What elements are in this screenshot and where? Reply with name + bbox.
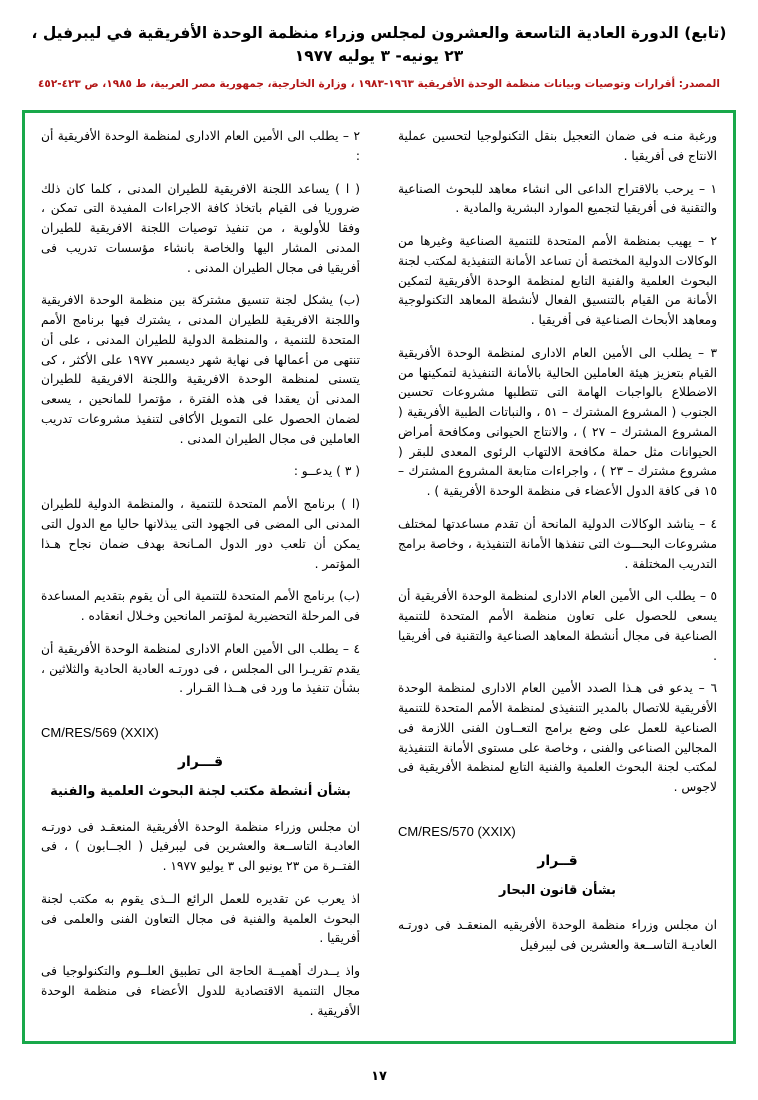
paragraph: ٢ – يهيب بمنظمة الأمم المتحدة للتنمية الصناعية وغيرها من الوكالات الدولية المختصة أن تساعد الأمانة التنفيذية لمكتب لجنة البحوث العلمية والفنية التابع لمنظمة الوحدة الأفريقية لتمكين الأمانة من القيام بالتنسيق الفعال لأنشطة المعاهد التكنولوجية ومعاهد الأبحاث الصناعية فى أفريقيا . [398, 234, 717, 328]
paragraph: ٤ – يطلب الى الأمين العام الادارى لمنظمة الوحدة الأفريقية أن يقدم تقريـرا الى المجلس ، فى دورتـه العادية الحادية والثلاثين ، بشأن تنفيذ ما ورد فى هــذا القـرار . [41, 641, 360, 696]
resolution-heading: قـــرار [177, 754, 224, 771]
page-title: (تابع) الدورة العادية التاسعة والعشرون لمجلس وزراء منظمة الوحدة الأفريقية في ليبرفيل ، ٢٣ يونيه- ٣ يوليه ١٩٧٧ [31, 24, 727, 66]
paragraph: واذ يــدرك أهميــة الحاجة الى تطبيق العلــوم والتكنولوجيا فى مجال التنمية الاقتصادية للدول الأعضاء فى منظمة الوحدة الأفريقية . [41, 964, 360, 1018]
source-line: المصدر: أقرارات وتوصيات وبيانات منظمة الوحدة الأفريقية ١٩٦٣-١٩٨٣ ، وزارة الخارجية، جمهورية مصر العربية، ط ١٩٨٥، ص ٤٢٣-٤٥٢ [38, 77, 720, 90]
two-column-layout [41, 127, 717, 1031]
paragraph: ٦ – يدعو فى هـذا الصدد الأمين العام الادارى لمنظمة الوحدة الأفريقية للاتصال بالمدير التنفيذى لمنظمة الأمم المتحدة للتنمية الصناعية للعمل على وضع برامج التعــاون الفنى اللازمة فى المجالين الصناعى والفنى ، وخاصة على مستوى الأمانة التنفيذية لمكتب لجنة البحوث العلمية والفنية التابع لمنظمة الأفريقية فى لاجوس . [398, 681, 717, 795]
paragraph: ٥ – يطلب الى الأمين العام الادارى لمنظمة الوحدة الأفريقية أن يسعى للحصول على تعاون منظمة الأمم المتحدة للتنمية الصناعية فى مجال أنشطة المعاهد الصناعية والتقنية فى أفريقيا . [398, 589, 717, 663]
content-frame [22, 110, 736, 1044]
resolution-code: CM/RES/570 (XXIX) [398, 823, 516, 839]
paragraph: ١ – يرحب بالاقتراح الداعى الى انشاء معاهد للبحوث الصناعية والتقنية فى أفريقيا لتجميع الموارد البشرية والمادية . [398, 181, 717, 216]
paragraph: ٤ – يناشد الوكالات الدولية المانحة أن تقدم مساعدتها لمختلف مشروعات البحـــوث التى تنفذها الأمانة التنفيذية ، وخاصة برامج التدريب المختلفة . [398, 517, 717, 571]
paragraph: ورغبة منـه فى ضمان التعجيل بنقل التكنولوجيا لتحسين عملية الانتاج فى أفريقيا . [398, 129, 717, 163]
paragraph: ٣ – يطلب الى الأمين العام الادارى لمنظمة الوحدة الأفريقية القيام بتعزيز هيئة العاملين الحالية بالأمانة التنفيذية لتمكينها من الاضطلاع بالواجبات الهامة التى تتطلبها مشروعات تحسين الجنوب ( المشروع المشترك – ٥١ ، والنباتات الطبية الأفريقية ( المشروع المشترك – ٢٧ ) ، والانتاج الحيوانى ومكافحة أمراض الحيوانات مثل حملة مكافحة الالتهاب الرئوى المعدى للبقر ( مشروع مشترك – ٢٣ ) ، واجراءات متابعة المشروع المشترك – ١٥ فى كافة الدول الأعضاء فى منظمة الوحدة الأفريقية ) . [398, 345, 717, 499]
resolution-subject: بشأن أنشطة مكتب لجنة البحوث العلمية والفنية [50, 784, 351, 800]
paragraph: ( ا ) يساعد اللجنة الافريقية للطيران المدنى ، كلما كان ذلك ضروريا فى القيام باتخاذ كافة الاجراءات المفيدة التى تمكن ، وفقا للأولوية ، من تنفيذ توصيات اللجنة الافريقية للطيران المدنى المشار اليها والخاصة بانشاء مؤسسات تدريب فى أفريقيا فى مجال الطيران المدنى . [41, 181, 360, 275]
paragraph: (ب) يشكل لجنة تنسيق مشتركة بين منظمة الوحدة الافريقية واللجنة الافريقية للطيران المدنى ، يشترك فيها برنامج الأمم المتحدة للتنمية ، والمنظمة الدولية للطيران المدنى ، على أن تنتهى من أعمالها فى نهاية شهر ديسمبر ١٩٧٧ على الأكثر ، كى يتسنى لمنظمة الوحدة الافريقية واللجنة الافريقية للطيران المدنى أن يعقدا فى هذه الفترة ، مؤتمرا للمانحين ، يسعى لضمان الحصول على التمويل الأكافى لتنفيذ مشروعات تدريب العاملين فى مجال الطيران المدنى . [41, 293, 360, 446]
document-page [0, 22, 758, 1100]
paragraph: ٢ – يطلب الى الأمين العام الادارى لمنظمة الوحدة الأفريقية أن : [41, 129, 360, 163]
paragraph: (ا ) برنامج الأمم المتحدة للتنمية ، والمنظمة الدولية للطيران المدنى الى المضى فى الجهود التى يبذلانها حاليا مع الدول التى يمكن أن تلعب دور الدول المـانحة بهدف ضمان نجاح هـذا المؤتمر . [41, 497, 360, 571]
left-text-column [41, 127, 366, 1031]
paragraph: (ب) برنامج الأمم المتحدة للتنمية الى أن يقوم بتقديم المساعدة فى المرحلة التحضيرية لمؤتمر المانحين وخـلال انعقاده . [41, 589, 360, 624]
resolution-heading: قــرار [537, 852, 578, 869]
right-text-column [392, 127, 717, 1031]
resolution-subject: بشأن قانون البحار [498, 882, 617, 898]
resolution-code: CM/RES/569 (XXIX) [41, 725, 159, 741]
paragraph: اذ يعرب عن تقديره للعمل الرائع الــذى يقوم به مكتب لجنة البحوث العلمية والفنية فى مجال التعاون الفنى والعلمى فى أفريقيا . [41, 891, 360, 946]
paragraph: ان مجلس وزراء منظمة الوحدة الأفريقيه المنعقـد فى دورتـه العاديـة التاســعة والعشرين فى ليبرفيل [398, 918, 717, 953]
paragraph: ان مجلس وزراء منظمة الوحدة الأفريقية المنعقـد فى دورتـه العاديـة التاســعة والعشرين فى ليبرفيل ( الجــابون ) ، فى الفتــرة من ٢٣ يونيو الى ٣ يوليو ١٩٧٧ . [41, 819, 360, 874]
paragraph: ( ٣ ) يدعــو : [293, 464, 360, 479]
page-number: ١٧ [371, 1069, 387, 1084]
